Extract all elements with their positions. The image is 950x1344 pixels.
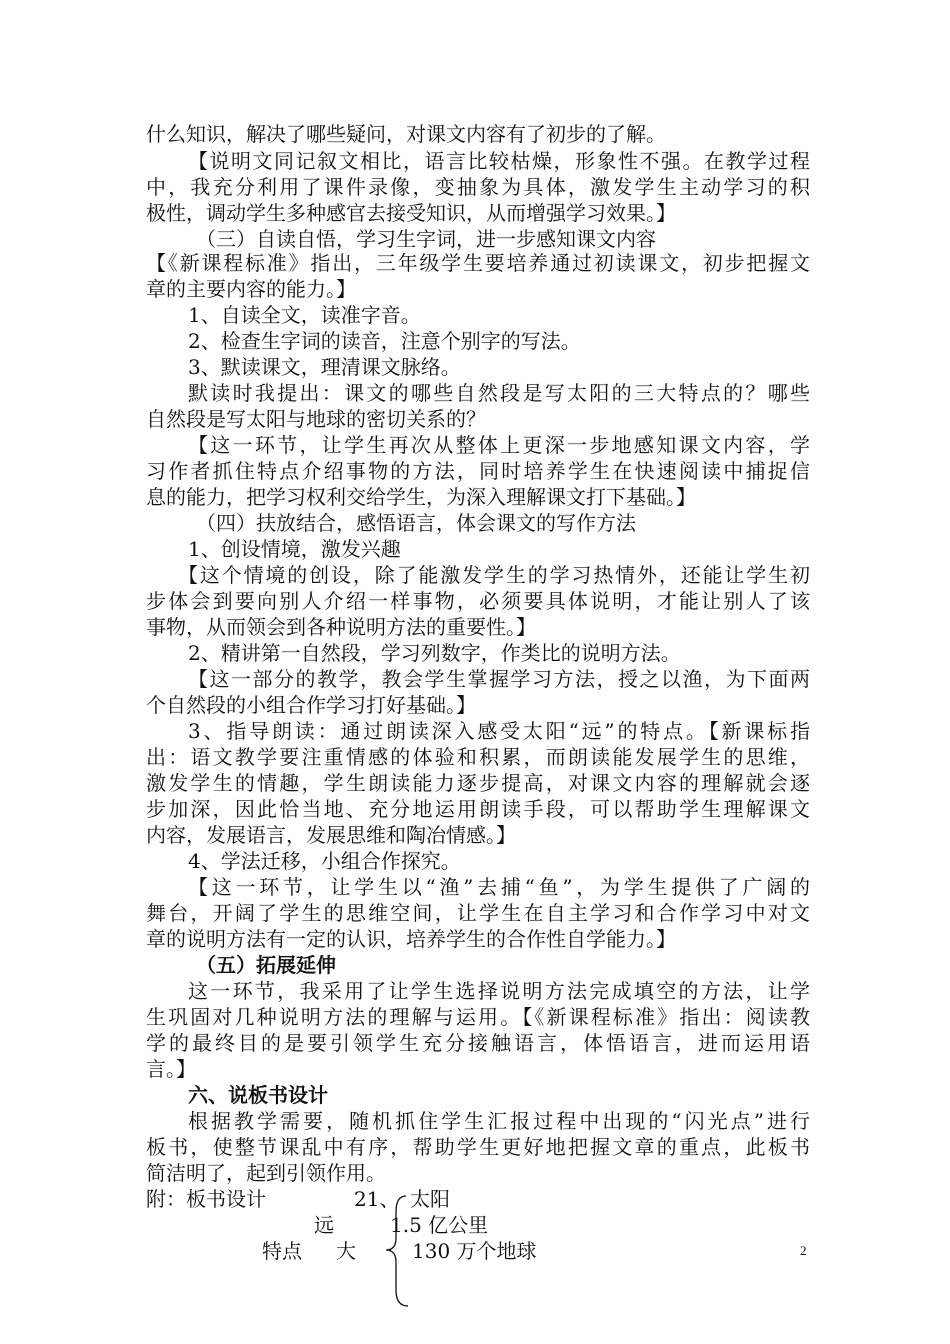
- paragraph-line: 章的说明方法有一定的认识，培养学生的合作性自学能力。】: [146, 927, 676, 951]
- paragraph-line: 板书，使整节课乱中有序，帮助学生更好地把握文章的重点，此板书: [146, 1135, 810, 1159]
- paragraph-line: 根据教学需要，随机抓住学生汇报过程中出现的“闪光点”进行: [188, 1109, 810, 1133]
- paragraph-line: 什么知识，解决了哪些疑问，对课文内容有了初步的了解。: [146, 122, 666, 146]
- curly-brace-icon: [380, 1190, 410, 1310]
- paragraph-line: 【这一环节，让学生以“渔”去捕“鱼”，为学生提供了广阔的: [188, 875, 810, 899]
- list-item: 2、检查生字词的读音，注意个别字的写法。: [188, 329, 581, 353]
- paragraph-line: 章的主要内容的能力。】: [146, 277, 356, 301]
- board-design-prefix: 附：板书设计: [146, 1187, 266, 1211]
- paragraph-line: 内容，发展语言，发展思维和陶冶情感。】: [146, 823, 516, 847]
- board-big-label: 大: [336, 1239, 356, 1263]
- paragraph-line: 极性，调动学生多种感官去接受知识，从而增强学习效果。】: [146, 201, 676, 225]
- paragraph-line: 步加深，因此恰当地、充分地运用朗读手段，可以帮助学生理解课文: [146, 797, 810, 821]
- paragraph-line: 【这一部分的教学，教会学生掌握学习方法，授之以渔，为下面两: [188, 667, 810, 691]
- paragraph-line: 这一环节，我采用了让学生选择说明方法完成填空的方法，让学: [188, 979, 810, 1003]
- paragraph-line: 个自然段的小组合作学习打好基础。】: [146, 693, 476, 717]
- paragraph-line: 步体会到要向别人介绍一样事物，必须要具体说明，才能让别人了该: [146, 589, 810, 613]
- paragraph-line: 简洁明了，起到引领作用。: [146, 1161, 386, 1185]
- paragraph-line: 言。】: [146, 1057, 196, 1081]
- board-big-value: 130 万个地球: [412, 1239, 537, 1263]
- board-feature-label: 特点: [262, 1239, 302, 1263]
- paragraph-line: 【《新课程标准》指出，三年级学生要培养通过初读课文，初步把握文: [146, 251, 810, 275]
- list-item: 2、精讲第一自然段，学习列数字，作类比的说明方法。: [188, 641, 681, 665]
- board-lesson-number: 21、: [354, 1187, 400, 1211]
- paragraph-line: 舞台，开阔了学生的思维空间，让学生在自主学习和合作学习中对文: [146, 901, 810, 925]
- paragraph-line: 自然段是写太阳与地球的密切关系的？: [146, 407, 486, 431]
- paragraph-line: 生巩固对几种说明方法的理解与运用。【《新课程标准》指出：阅读教: [146, 1005, 810, 1029]
- list-item: 3、指导朗读：通过朗读深入感受太阳“远”的特点。【新课标指: [188, 719, 810, 743]
- paragraph-line: 习作者抓住特点介绍事物的方法，同时培养学生在快速阅读中捕捉信: [146, 459, 810, 483]
- paragraph-line: 出：语文教学要注重情感的体验和积累，而朗读能发展学生的思维，: [146, 745, 810, 769]
- paragraph-line: 学的最终目的是要引领学生充分接触语言，体悟语言，进而运用语: [146, 1031, 810, 1055]
- section-heading: 六、说板书设计: [188, 1083, 328, 1107]
- paragraph-line: 【这个情境的创设，除了能激发学生的学习热情外，还能让学生初: [178, 563, 810, 587]
- board-title: 太阳: [410, 1187, 450, 1211]
- list-item: 4、学法迁移，小组合作探究。: [188, 849, 461, 873]
- paragraph-line: 激发学生的情趣，学生朗读能力逐步提高，对课文内容的理解就会逐: [146, 771, 810, 795]
- page-number: 2: [800, 1243, 807, 1258]
- board-far-label: 远: [314, 1213, 334, 1237]
- section-heading: （四）扶放结合，感悟语言，体会课文的写作方法: [196, 511, 636, 535]
- list-item: 1、创设情境，激发兴趣: [188, 537, 401, 561]
- paragraph-line: 【说明文同记叙文相比，语言比较枯燥，形象性不强。在教学过程: [188, 149, 810, 173]
- paragraph-line: 事物，从而领会到各种说明方法的重要性。】: [146, 615, 536, 639]
- paragraph-line: 中，我充分利用了课件录像，变抽象为具体，激发学生主动学习的积: [146, 175, 810, 199]
- paragraph-line: 息的能力，把学习权利交给学生，为深入理解课文打下基础。】: [146, 485, 696, 509]
- list-item: 1、自读全文，读准字音。: [188, 303, 421, 327]
- section-heading: （三）自读自悟，学习生字词，进一步感知课文内容: [196, 227, 656, 251]
- paragraph-line: 【这一环节，让学生再次从整体上更深一步地感知课文内容，学: [188, 433, 810, 457]
- section-heading: （五）拓展延伸: [196, 953, 336, 977]
- list-item: 3、默读课文，理清课文脉络。: [188, 355, 461, 379]
- paragraph-line: 默读时我提出：课文的哪些自然段是写太阳的三大特点的？哪些: [188, 381, 810, 405]
- board-far-value: 1.5 亿公里: [390, 1213, 489, 1237]
